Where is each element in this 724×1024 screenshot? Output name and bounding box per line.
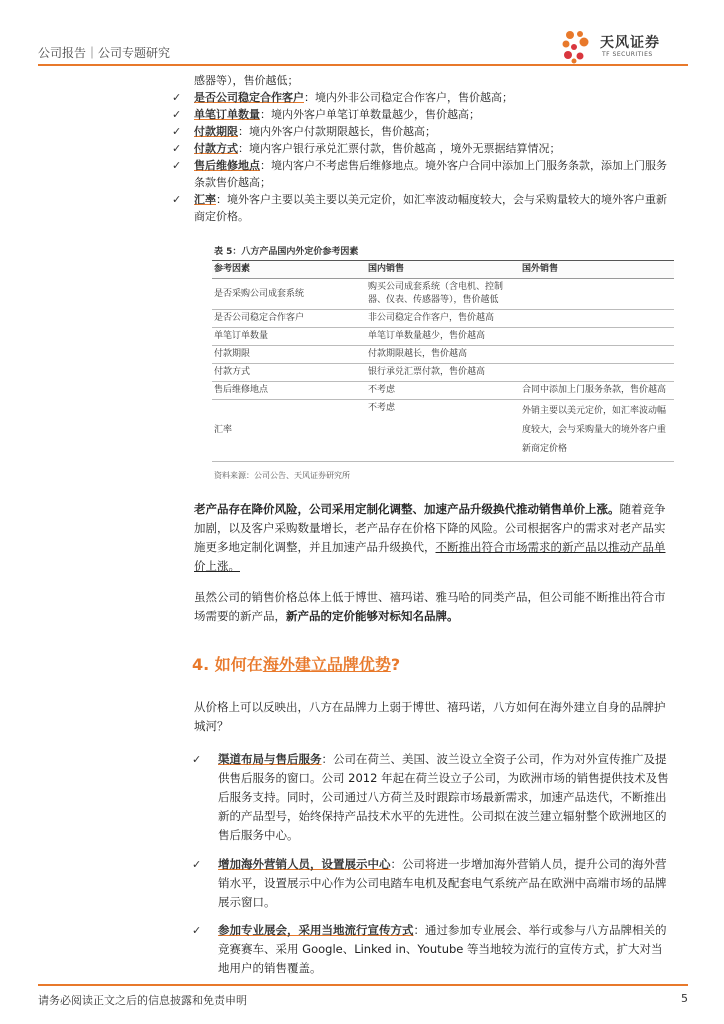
table-row <box>212 364 674 382</box>
table-cell: 是否公司稳定合作客户 <box>212 310 366 328</box>
table-header-row <box>212 261 674 279</box>
paragraph-price-comparison: 虽然公司的销售价格总体上低于博世、禧玛诺、雅马哈的同类产品，但公司能不断推出符合市场需要的新产品，新产品的定价能够对标知名品牌。 <box>194 590 666 623</box>
logo-flower-icon <box>558 30 596 64</box>
table-cell: 单笔订单数量越少，售价越高 <box>366 328 520 346</box>
table-cell: 售后维修地点 <box>212 382 366 400</box>
footer-rule <box>38 984 688 986</box>
list-item: ✓ 付款方式：境内客户银行承兑汇票付款，售价越高 ，境外无票据结算情况； <box>172 142 561 155</box>
disclaimer-text: 请务必阅读正文之后的信息披露和免责申明 <box>38 994 247 1007</box>
list-item: 感器等），售价越低； <box>194 74 299 87</box>
table-cell: 合同中添加上门服务条款，售价越高 <box>520 382 674 400</box>
logo-en: TF SECURITIES <box>602 51 653 58</box>
table-cell: 单笔订单数量 <box>212 328 366 346</box>
report-type-tag: 公司报告｜公司专题研究 <box>38 46 171 60</box>
table-row <box>212 400 674 462</box>
table-caption: 表 5：八方产品国内外定价参考因素 <box>214 247 359 257</box>
table-row <box>212 310 674 328</box>
paragraph-pricing-strategy: 老产品存在降价风险，公司采用定制化调整、加速产品升级换代推动销售单价上涨。随着竞争加剧，以及客户采购数量增长，老产品存在价格下降的风险。公司根据客户的需求对老产品实施更多地定制化调整，并且加速产品升级换代，不断推出符合市场需求的新产品以推动产品单价上涨。 <box>194 502 666 573</box>
company-logo <box>558 30 688 60</box>
list-item: ✓ 付款期限：境内外客户付款期限越长，售价越高； <box>172 125 436 138</box>
table-row <box>212 346 674 364</box>
check-icon: ✓ <box>172 159 182 172</box>
section-intro: 从价格上可以反映出，八方在品牌力上弱于博世、禧玛诺，八方如何在海外建立自身的品牌护城河？ <box>194 700 666 733</box>
list-item: ✓ 增加海外营销人员，设置展示中心：公司将进一步增加海外营销人员，提升公司的海外营销水平，设置展示中心作为公司电踏车电机及配套电气系统产品在欧洲中高端市场的品牌展示窗口。 <box>192 857 667 909</box>
table-cell <box>520 328 674 346</box>
table-cell: 不考虑 <box>366 400 520 462</box>
table-cell: 是否采购公司成套系统 <box>212 279 366 310</box>
table-cell: 付款方式 <box>212 364 366 382</box>
table-source: 资料来源：公司公告、天风证券研究所 <box>214 471 350 480</box>
table-cell: 汇率 <box>212 400 366 462</box>
check-icon: ✓ <box>172 91 182 104</box>
table-cell: 银行承兑汇票付款，售价越高 <box>366 364 520 382</box>
table-cell <box>520 346 674 364</box>
page-number: 5 <box>681 992 688 1005</box>
list-item: ✓ 是否公司稳定合作客户：境内外非公司稳定合作客户，售价越高； <box>172 91 513 104</box>
list-item: ✓ 单笔订单数量：境内外客户单笔订单数量越少，售价越高； <box>172 108 480 121</box>
check-icon: ✓ <box>192 858 202 871</box>
pricing-factor-table <box>212 260 674 462</box>
check-icon: ✓ <box>172 125 182 138</box>
table-cell <box>520 364 674 382</box>
list-item: ✓ 售后维修地点：境内客户不考虑售后维修地点。境外客户合同中添加上门服务条款，添加上门服务条款售价越高； <box>172 159 667 189</box>
check-icon: ✓ <box>192 924 202 937</box>
list-item: ✓ 参加专业展会，采用当地流行宣传方式：通过参加专业展会、举行或参与八方品牌相关的竞赛赛车、采用 Google、Linked in、Youtube 等当地较为流行的宣传方式，扩大对当地用户的销售覆盖。 <box>192 923 667 975</box>
table-cell: 非公司稳定合作客户，售价越高 <box>366 310 520 328</box>
table-cell: 不考虑 <box>366 382 520 400</box>
table-row <box>212 279 674 310</box>
check-icon: ✓ <box>172 142 182 155</box>
logo-name: 天风证券 <box>600 35 660 51</box>
column-header: 参考因素 <box>212 261 366 279</box>
table-cell <box>520 310 674 328</box>
table-cell: 付款期限越长，售价越高 <box>366 346 520 364</box>
header-rule <box>38 64 688 66</box>
table-cell: 购买公司成套系统（含电机、控制器、仪表、传感器等），售价越低 <box>366 279 520 310</box>
column-header: 国外销售 <box>520 261 674 279</box>
table-cell: 付款期限 <box>212 346 366 364</box>
page-header <box>38 34 688 66</box>
column-header: 国内销售 <box>366 261 520 279</box>
check-icon: ✓ <box>172 193 182 206</box>
table-row <box>212 328 674 346</box>
table-cell <box>520 279 674 310</box>
list-item: ✓ 渠道布局与售后服务：公司在荷兰、美国、波兰设立全资子公司，作为对外宣传推广及提供售后服务的窗口。公司 2012 年起在荷兰设立子公司，为欧洲市场的销售提供技术及售后服务支持。同时，公司通过八方荷兰及时跟踪市场最新需求，加速产品迭代，不断推出新的产品型号，始终保持产品技术水平的先进性。公司拟在波兰建立辐射整个欧洲地区的售后服务中心。 <box>192 752 669 842</box>
list-item: ✓ 汇率：境外客户主要以美主要以美元定价，如汇率波动幅度较大，会与采购量较大的境外客户重新商定价格。 <box>172 193 667 223</box>
table-cell: 外销主要以美元定价，如汇率波动幅度较大，会与采购量大的境外客户重新商定价格 <box>520 400 674 462</box>
table-row <box>212 382 674 400</box>
check-icon: ✓ <box>192 753 202 766</box>
check-icon: ✓ <box>172 108 182 121</box>
section-heading: 4. 如何在海外建立品牌优势? <box>192 655 401 674</box>
